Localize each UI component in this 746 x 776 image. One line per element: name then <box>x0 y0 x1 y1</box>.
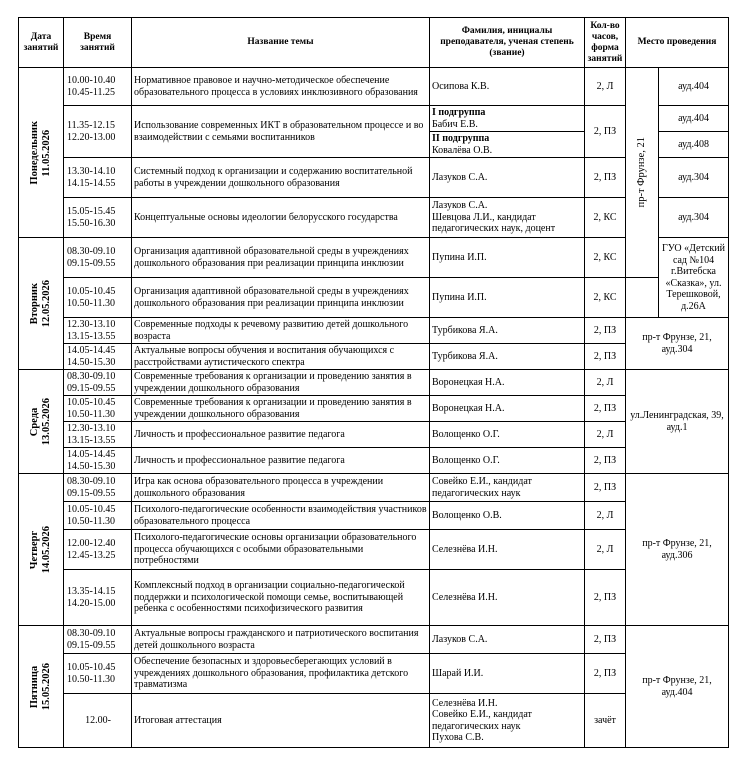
teacher-cell: Совейко Е.И., кандидат педагогических наук <box>430 474 585 502</box>
hours-cell: 2, Л <box>585 422 626 448</box>
hours-cell: 2, Л <box>585 502 626 530</box>
time-cell: 12.00- <box>64 694 132 748</box>
teacher-cell: Турбикова Я.А. <box>430 318 585 344</box>
hours-cell: 2, ПЗ <box>585 396 626 422</box>
table-row <box>19 654 729 694</box>
header-hours: Кол-во часов, форма занятий <box>585 18 626 68</box>
header-theme: Название темы <box>132 18 430 68</box>
theme-cell: Психолого-педагогические особенности взаимодействия участников образовательного процесса <box>132 502 430 530</box>
teacher-cell: Волощенко О.Г. <box>430 422 585 448</box>
table-row <box>19 474 729 502</box>
header-time: Время занятий <box>64 18 132 68</box>
hours-cell: 2, Л <box>585 530 626 570</box>
theme-cell: Комплексный подход в организации социально-педагогической поддержки и психологической помощи семье, воспитывающей ребенка с особенностями психофизического развития <box>132 570 430 626</box>
time-cell: 11.35-12.15 12.20-13.00 <box>64 106 132 158</box>
hours-cell: зачёт <box>585 694 626 748</box>
time-cell: 10.00-10.40 10.45-11.25 <box>64 68 132 106</box>
table-row <box>19 68 729 106</box>
table-row <box>19 198 729 238</box>
theme-cell: Актуальные вопросы гражданского и патриотического воспитания детей дошкольного возраста <box>132 626 430 654</box>
teacher-cell: Шарай И.И. <box>430 654 585 694</box>
teacher-cell: Селезнёва И.Н. Совейко Е.И., кандидат педагогических наук Пухова С.В. <box>430 694 585 748</box>
theme-cell: Системный подход к организации и содержанию воспитательной работы в учреждении дошкольного образования <box>132 158 430 198</box>
place-friday: пр-т Фрунзе, 21, ауд.404 <box>626 626 729 748</box>
table-row <box>19 422 729 448</box>
theme-cell: Современные подходы к речевому развитию детей дошкольного возраста <box>132 318 430 344</box>
teacher-cell: Селезнёва И.Н. <box>430 570 585 626</box>
table-row <box>19 158 729 198</box>
time-cell: 15.05-15.45 15.50-16.30 <box>64 198 132 238</box>
time-cell: 12.30-13.10 13.15-13.55 <box>64 422 132 448</box>
time-cell: 08.30-09.10 09.15-09.55 <box>64 238 132 278</box>
time-cell: 10.05-10.45 10.50-11.30 <box>64 654 132 694</box>
hours-cell: 2, ПЗ <box>585 318 626 344</box>
day-monday: Понедельник 11.05.2026 <box>19 68 64 238</box>
teacher-cell: Пупина И.П. <box>430 278 585 318</box>
table-row <box>19 106 729 132</box>
teacher-cell: Лазуков С.А. Шевцова Л.И., кандидат педагогических наук, доцент <box>430 198 585 238</box>
theme-cell: Обеспечение безопасных и здоровьесберегающих условий в учреждениях дошкольного образования, профилактика детского травматизма <box>132 654 430 694</box>
hours-cell: 2, ПЗ <box>585 106 626 158</box>
day-friday: Пятница 15.05.2026 <box>19 626 64 748</box>
time-cell: 10.05-10.45 10.50-11.30 <box>64 396 132 422</box>
time-cell: 12.00-12.40 12.45-13.25 <box>64 530 132 570</box>
teacher-cell: Воронецкая Н.А. <box>430 370 585 396</box>
theme-cell: Современные требования к организации и проведению занятия в учреждении дошкольного образования <box>132 396 430 422</box>
teacher-cell: Волощенко О.В. <box>430 502 585 530</box>
table-row <box>19 396 729 422</box>
teacher-cell: Волощенко О.Г. <box>430 448 585 474</box>
header-teacher: Фамилия, инициалы преподавателя, ученая степень (звание) <box>430 18 585 68</box>
place-thursday: пр-т Фрунзе, 21, ауд.306 <box>626 474 729 626</box>
place-tuesday: пр-т Фрунзе, 21, ауд.304 <box>626 318 729 370</box>
teacher-cell: Пупина И.П. <box>430 238 585 278</box>
time-cell: 10.05-10.45 10.50-11.30 <box>64 502 132 530</box>
table-row <box>19 448 729 474</box>
room-cell: ауд.408 <box>659 132 729 158</box>
time-cell: 13.35-14.15 14.20-15.00 <box>64 570 132 626</box>
theme-cell: Личность и профессиональное развитие педагога <box>132 448 430 474</box>
teacher-cell: Лазуков С.А. <box>430 158 585 198</box>
table-row <box>19 344 729 370</box>
time-cell: 13.30-14.10 14.15-14.55 <box>64 158 132 198</box>
hours-cell: 2, КС <box>585 198 626 238</box>
hours-cell: 2, ПЗ <box>585 448 626 474</box>
theme-cell: Концептуальные основы идеологии белорусского государства <box>132 198 430 238</box>
theme-cell: Нормативное правовое и научно-методическое обеспечение образовательного процесса в условиях инклюзивного образования <box>132 68 430 106</box>
table-row <box>19 318 729 344</box>
theme-cell: Актуальные вопросы обучения и воспитания обучающихся с расстройствами аутистического спектра <box>132 344 430 370</box>
header-date: Дата занятий <box>19 18 64 68</box>
place-wednesday: ул.Ленинградская, 39, ауд.1 <box>626 370 729 474</box>
hours-cell: 2, ПЗ <box>585 626 626 654</box>
time-cell: 10.05-10.45 10.50-11.30 <box>64 278 132 318</box>
theme-cell: Психолого-педагогические основы организации образовательного процесса обучающихся с особыми образовательными потребностями <box>132 530 430 570</box>
teacher-cell: I подгруппа Бабич Е.В. <box>430 106 585 132</box>
theme-cell: Организация адаптивной образовательной среды в учреждениях дошкольного образования при реализации принципа инклюзии <box>132 238 430 278</box>
place-tuesday-kindergarten: ГУО «Детский сад №104 г.Витебска «Сказка», ул. Терешковой, д.26А <box>659 238 729 318</box>
hours-cell: 2, ПЗ <box>585 570 626 626</box>
header-place: Место проведения <box>626 18 729 68</box>
hours-cell: 2, КС <box>585 238 626 278</box>
table-row <box>19 570 729 626</box>
hours-cell: 2, Л <box>585 68 626 106</box>
table-row <box>19 626 729 654</box>
time-cell: 12.30-13.10 13.15-13.55 <box>64 318 132 344</box>
hours-cell: 2, Л <box>585 370 626 396</box>
table-row <box>19 278 729 318</box>
theme-cell: Использование современных ИКТ в образовательном процессе и во взаимодействии с семьями воспитанников <box>132 106 430 158</box>
teacher-cell: Воронецкая Н.А. <box>430 396 585 422</box>
time-cell: 14.05-14.45 14.50-15.30 <box>64 448 132 474</box>
time-cell: 08.30-09.10 09.15-09.55 <box>64 370 132 396</box>
hours-cell: 2, КС <box>585 278 626 318</box>
theme-cell: Организация адаптивной образовательной среды в учреждениях дошкольного образования при реализации принципа инклюзии <box>132 278 430 318</box>
hours-cell: 2, ПЗ <box>585 344 626 370</box>
day-tuesday: Вторник 12.05.2026 <box>19 238 64 370</box>
table-row <box>19 530 729 570</box>
hours-cell: 2, ПЗ <box>585 158 626 198</box>
teacher-cell: Осипова К.В. <box>430 68 585 106</box>
hours-cell: 2, ПЗ <box>585 474 626 502</box>
place-monday: пр-т Фрунзе, 21 <box>626 68 659 278</box>
room-cell: ауд.304 <box>659 158 729 198</box>
theme-cell: Игра как основа образовательного процесса в учреждении дошкольного образования <box>132 474 430 502</box>
teacher-cell: Селезнёва И.Н. <box>430 530 585 570</box>
table-row <box>19 238 729 278</box>
hours-cell: 2, ПЗ <box>585 654 626 694</box>
table-row <box>19 694 729 748</box>
day-wednesday: Среда 13.05.2026 <box>19 370 64 474</box>
room-cell: ауд.304 <box>659 198 729 238</box>
teacher-cell: Турбикова Я.А. <box>430 344 585 370</box>
theme-cell: Итоговая аттестация <box>132 694 430 748</box>
teacher-cell: II подгруппа Ковалёва О.В. <box>430 132 585 158</box>
day-thursday: Четверг 14.05.2026 <box>19 474 64 626</box>
time-cell: 08.30-09.10 09.15-09.55 <box>64 474 132 502</box>
table-row <box>19 370 729 396</box>
teacher-cell: Лазуков С.А. <box>430 626 585 654</box>
time-cell: 14.05-14.45 14.50-15.30 <box>64 344 132 370</box>
room-cell: ауд.404 <box>659 106 729 132</box>
time-cell: 08.30-09.10 09.15-09.55 <box>64 626 132 654</box>
theme-cell: Современные требования к организации и проведению занятия в учреждении дошкольного образования <box>132 370 430 396</box>
table-row <box>19 502 729 530</box>
schedule-table <box>18 17 729 748</box>
theme-cell: Личность и профессиональное развитие педагога <box>132 422 430 448</box>
room-cell: ауд.404 <box>659 68 729 106</box>
